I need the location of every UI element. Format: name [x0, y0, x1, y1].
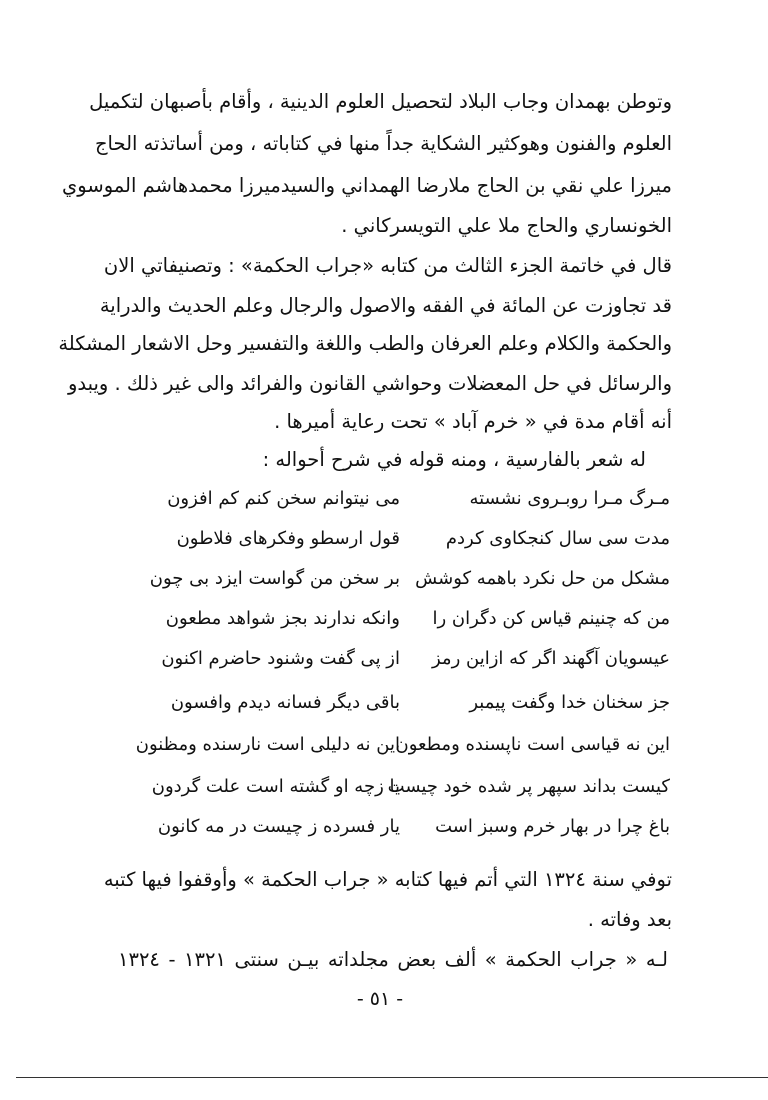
poem-hemistich-left: قول ارسطو وفكرهاى فلاطون	[176, 528, 400, 549]
text-line: وتوطن بهمدان وجاب البلاد لتحصيل العلوم الدينية ، وأقام بأصبهان لتكميل	[89, 90, 672, 113]
poem-hemistich-left: وانكه ندارند بجز شواهد مطعون	[165, 608, 400, 629]
text-line: لـه « جراب الحكمة » ألف بعض مجلداته بيـن سنتى ١٣٢١ - ١٣٢٤	[118, 948, 668, 971]
text-line: ميرزا علي نقي بن الحاج ملارضا الهمداني والسيدميرزا محمدهاشم الموسوي	[62, 174, 672, 197]
poem-hemistich-left: باقى ديگر فسانه ديدم وافسون	[170, 692, 400, 713]
text-line: والحكمة والكلام وعلم العرفان والطب واللغة والتفسير وحل الاشعار المشكلة	[58, 332, 672, 355]
poem-hemistich-right: مدت سى سال كنجكاوى كردم	[445, 528, 670, 549]
poem-hemistich-left: اين نه دليلى است نارسنده ومظنون	[135, 734, 400, 755]
text-line: قال في خاتمة الجزء الثالث من كتابه «جراب الحكمة» : وتصنيفاتي الان	[103, 254, 672, 277]
poem-hemistich-left: از پى گفت وشنود حاضرم اكنون	[161, 648, 400, 669]
text-line: توفي سنة ١٣٢٤ التي أتم فيها كتابه « جراب الحكمة » وأوقفوا فيها كتبه	[103, 868, 672, 891]
poem-hemistich-left: يا زچه او گشته است علت گردون	[151, 776, 400, 797]
poem-hemistich-right: باغ چرا در بهار خرم وسبز است	[435, 816, 670, 837]
poem-hemistich-right: اين نه قياسى است ناپسنده ومطعون	[395, 734, 670, 755]
poem-hemistich-right: كيست بداند سپهر پر شده خود چيست	[387, 776, 670, 797]
page-number: - ٥١ -	[356, 988, 404, 1010]
poem-hemistich-left: بر سخن من گواست ايزد بى چون	[149, 568, 400, 589]
poem-hemistich-right: مشكل من حل نكرد باهمه كوشش	[415, 568, 670, 589]
poem-hemistich-left: مى نيتوانم سخن كنم كم افزون	[167, 488, 400, 509]
text-line: قد تجاوزت عن المائة في الفقه والاصول والرجال وعلم الحديث والدراية	[99, 294, 672, 317]
poem-hemistich-right: جز سخنان خدا وگفت پيمبر	[469, 692, 670, 713]
text-line: أنه أقام مدة في « خرم آباد » تحت رعاية أميرها .	[274, 410, 672, 433]
footer-rule	[16, 1077, 768, 1078]
poem-hemistich-right: مـرگ مـرا روبـروى نشسته	[469, 488, 670, 509]
poem-hemistich-right: من كه چنينم قياس كن دگران را	[432, 608, 670, 629]
text-line: بعد وفاته .	[587, 908, 672, 931]
text-line: له شعر بالفارسية ، ومنه قوله في شرح أحواله :	[262, 448, 646, 471]
text-line: العلوم والفنون وهوكثير الشكاية جداً منها في كتاباته ، ومن أساتذته الحاج	[94, 132, 672, 155]
poem-hemistich-right: عيسويان آگهند اگر كه ازاين رمز	[432, 648, 670, 669]
poem-hemistich-left: يار فسرده ز چيست در مه كانون	[157, 816, 400, 837]
text-line: والرسائل في حل المعضلات وحواشي القانون والفرائد والى غير ذلك . ويبدو	[67, 372, 672, 395]
text-line: الخونساري والحاج ملا علي التويسركاني .	[341, 214, 672, 237]
